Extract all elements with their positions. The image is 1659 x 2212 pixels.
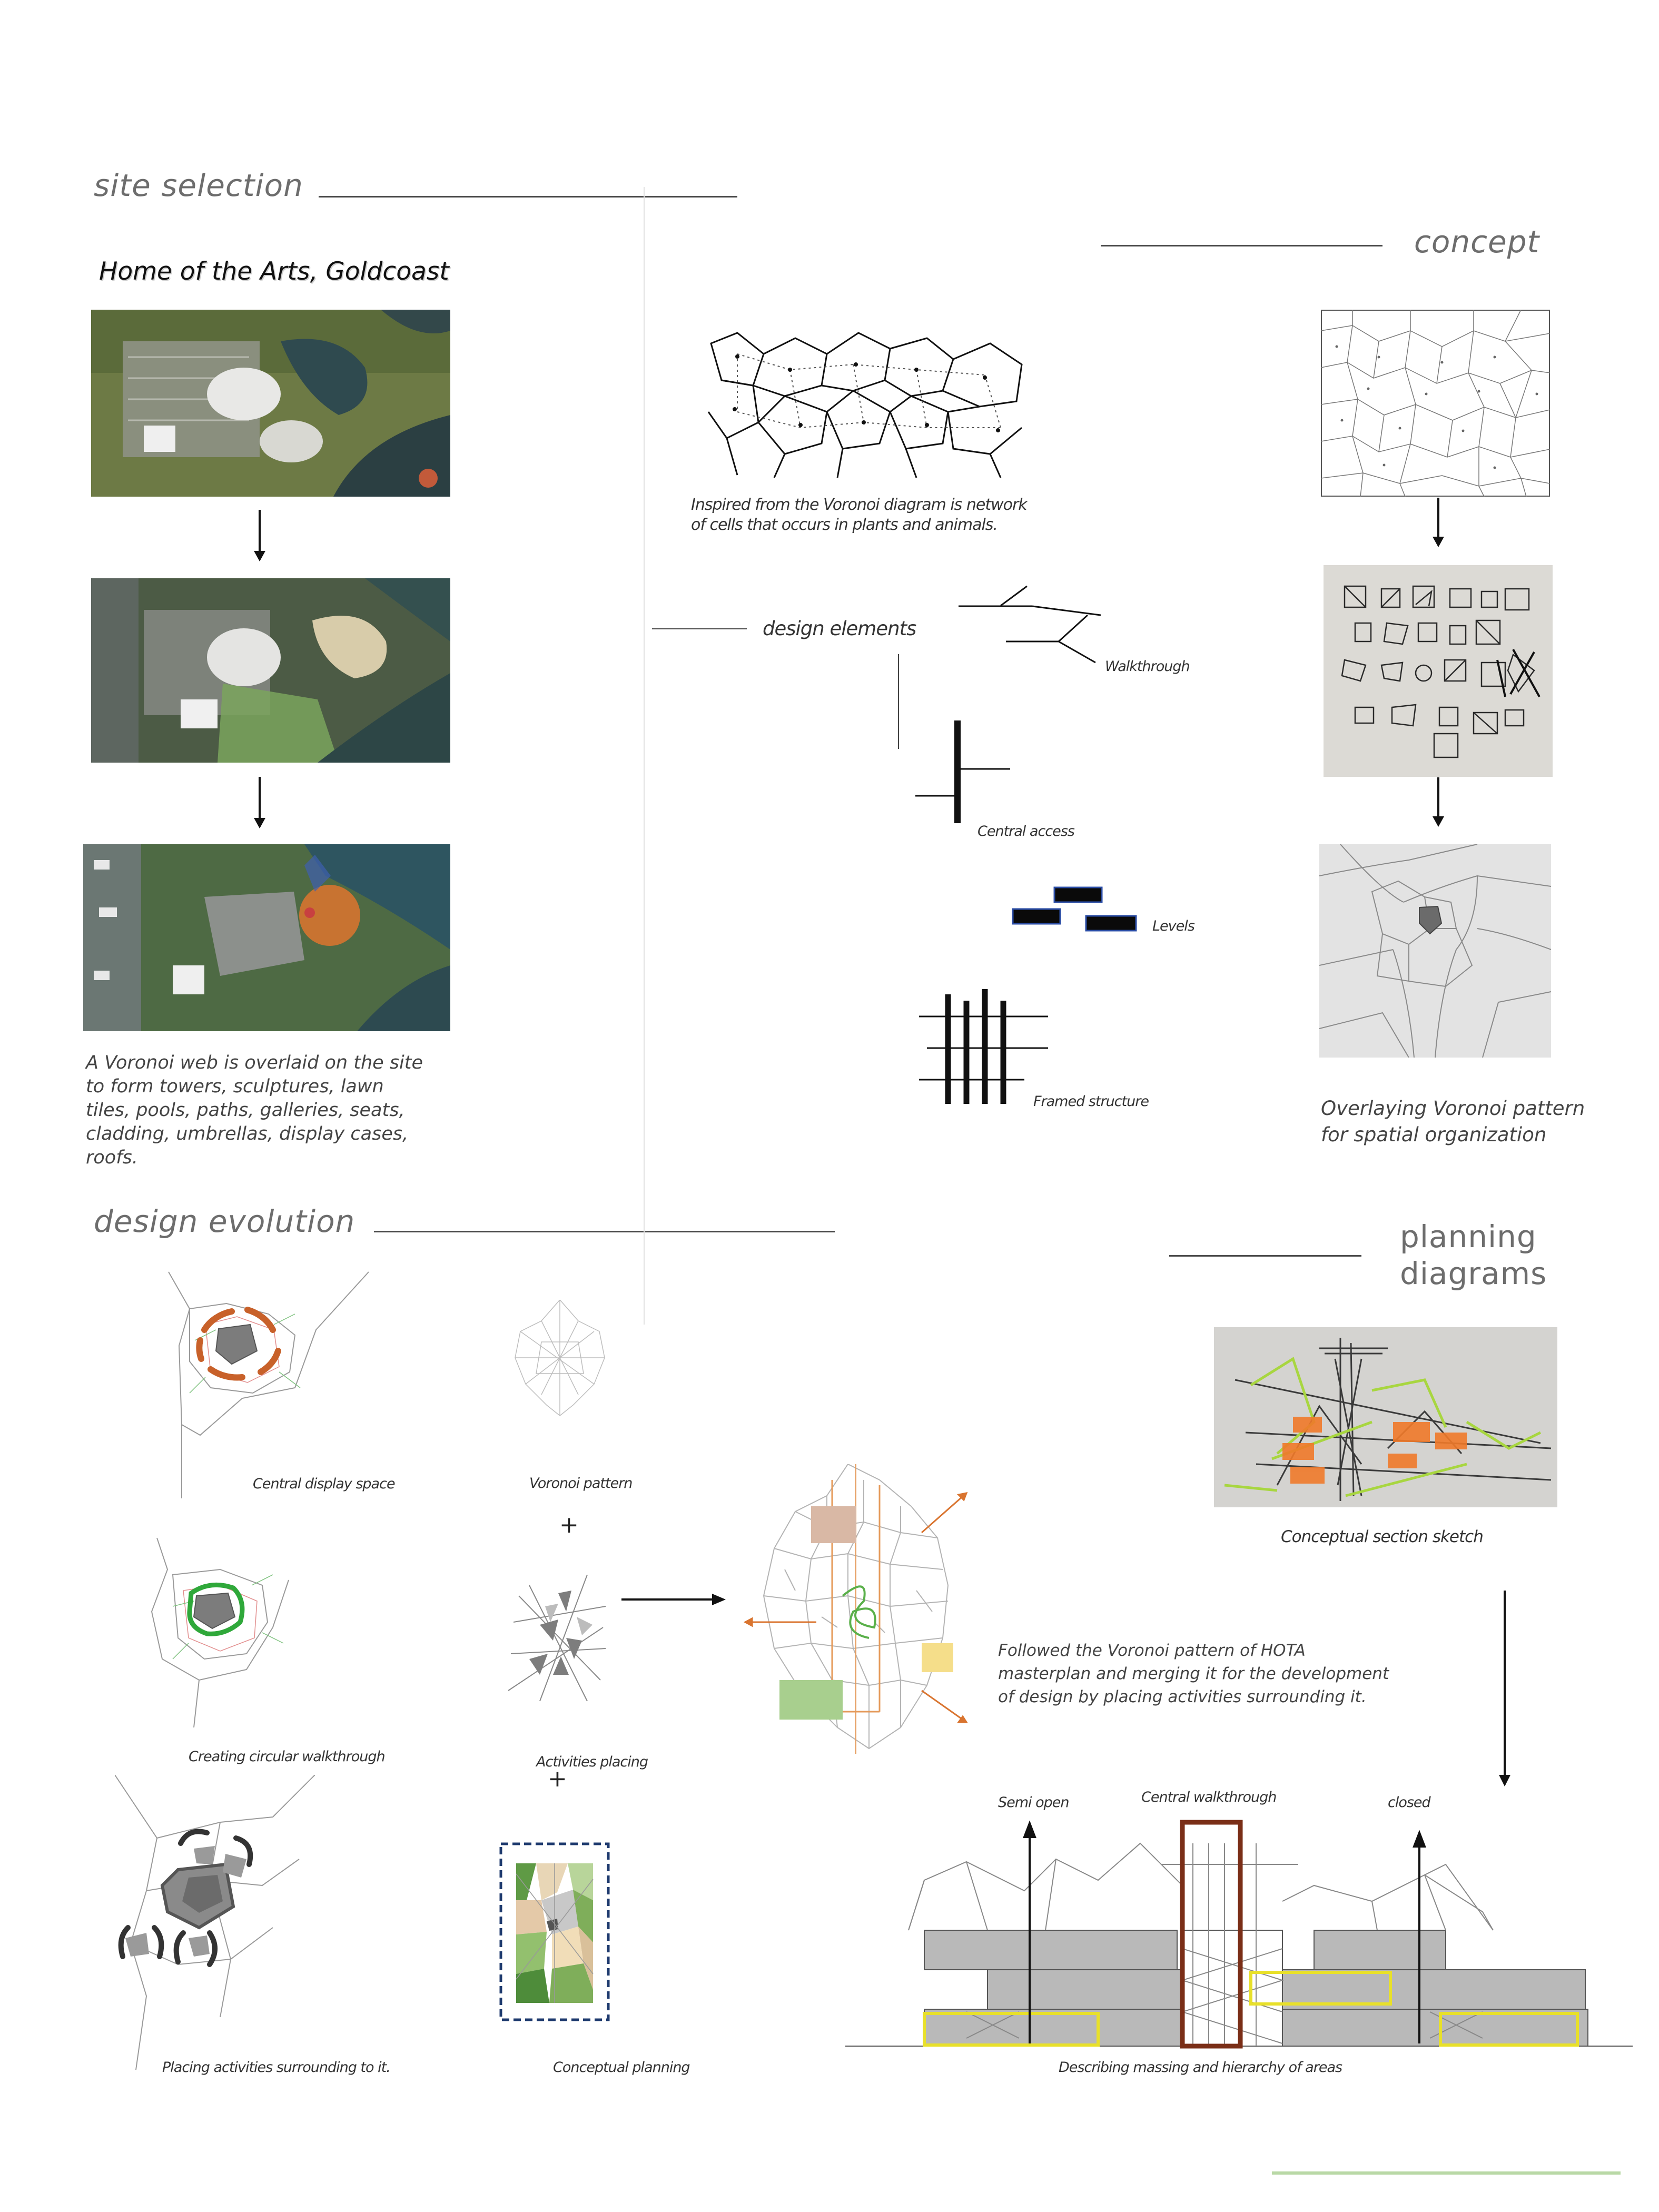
central-access-label: Central access [977, 823, 1074, 840]
site-description-line: cladding, umbrellas, display cases, [86, 1123, 409, 1144]
site-description-line: to form towers, sculptures, lawn [86, 1076, 384, 1097]
conceptual-planning-label: Conceptual planning [553, 2059, 690, 2076]
aerial-photo-3 [83, 844, 450, 1031]
design-elements-stem [898, 654, 899, 749]
heading-concept: concept [1414, 224, 1540, 260]
vertical-divider [644, 187, 645, 1325]
design-elements-label: design elements [763, 617, 916, 640]
site-description-line: A Voronoi web is overlaid on the site [86, 1052, 423, 1073]
rule-design-elements [652, 628, 747, 629]
placing-activities-label: Placing activities surrounding to it. [162, 2059, 390, 2076]
rule-design-evolution [374, 1231, 835, 1232]
central-walkthrough-label: Central walkthrough [1141, 1789, 1277, 1805]
voronoi-diagram [706, 322, 1027, 480]
activities-placing-label: Activities placing [536, 1754, 648, 1770]
heading-site-selection: site selection [94, 167, 303, 203]
arrow-down-2 [252, 777, 268, 829]
rule-concept [1101, 245, 1382, 246]
arrow-right [621, 1592, 727, 1607]
framed-structure-label: Framed structure [1033, 1093, 1149, 1110]
heading-design-evolution: design evolution [94, 1203, 355, 1239]
heading-planning-diagrams [1400, 1218, 1547, 1292]
arrow-down-planning [1497, 1591, 1513, 1791]
site-description-line: roofs. [86, 1147, 138, 1168]
closed-label: closed [1388, 1794, 1430, 1811]
central-display-label: Central display space [253, 1476, 395, 1492]
voronoi-caption-line: Inspired from the Voronoi diagram is network [691, 496, 1027, 514]
overlay-caption-line: for spatial organization [1321, 1123, 1547, 1146]
massing-label: Describing massing and hierarchy of areas [1059, 2059, 1342, 2076]
voronoi-grid-sketch [1321, 310, 1550, 497]
overlay-caption-line: Overlaying Voronoi pattern [1321, 1097, 1585, 1120]
arrow-down-concept-1 [1430, 498, 1446, 550]
hand-sketch-photo [1324, 565, 1553, 777]
circular-walkthrough-label: Creating circular walkthrough [189, 1749, 385, 1765]
voronoi-caption-line: of cells that occurs in plants and animals. [691, 516, 998, 534]
footer-accent-line [1272, 2171, 1621, 2175]
semi-open-label: Semi open [998, 1794, 1069, 1811]
levels-label: Levels [1152, 918, 1194, 934]
section-sketch-label: Conceptual section sketch [1281, 1527, 1483, 1546]
plus-sign-2: + [548, 1765, 567, 1792]
central-display-diagram [158, 1267, 369, 1498]
walkthrough-label: Walkthrough [1105, 658, 1190, 675]
site-description [86, 1051, 452, 1170]
hota-line: of design by placing activities surrounding it. [998, 1687, 1367, 1706]
conceptual-planning-diagram [499, 1842, 610, 2021]
arrow-down-1 [252, 510, 268, 562]
levels-icon [1011, 886, 1138, 936]
hota-line: Followed the Voronoi pattern of HOTA [998, 1641, 1306, 1660]
rule-planning [1169, 1255, 1361, 1257]
voronoi-caption [691, 495, 1027, 535]
heading-planning-line2: diagrams [1400, 1256, 1547, 1291]
aerial-photo-2 [91, 578, 450, 763]
activities-placement-diagram [115, 1775, 315, 2070]
massing-section-diagram [845, 1812, 1633, 2059]
overlay-caption [1321, 1095, 1585, 1148]
voronoi-overlay-map [1319, 844, 1551, 1058]
voronoi-pattern-faint [510, 1300, 610, 1416]
hota-line: masterplan and merging it for the development [998, 1664, 1389, 1683]
hota-description [998, 1639, 1389, 1709]
site-description-line: tiles, pools, paths, galleries, seats, [86, 1100, 405, 1121]
framed-structure-icon [919, 989, 1048, 1108]
heading-planning-line1: planning [1400, 1219, 1537, 1255]
circular-walkthrough-diagram [141, 1538, 294, 1727]
voronoi-pattern-label: Voronoi pattern [529, 1475, 633, 1492]
merged-voronoi-plan [743, 1464, 980, 1754]
walkthrough-icon [959, 584, 1101, 673]
central-access-icon [915, 720, 1010, 826]
aerial-photo-1 [91, 310, 450, 497]
arrow-down-concept-2 [1430, 777, 1446, 830]
site-title: Home of the Arts, Goldcoast [99, 257, 449, 286]
plus-sign-1: + [559, 1512, 579, 1538]
section-sketch-photo [1214, 1327, 1557, 1507]
activities-diagram [508, 1575, 606, 1701]
rule-site-selection [319, 196, 737, 197]
